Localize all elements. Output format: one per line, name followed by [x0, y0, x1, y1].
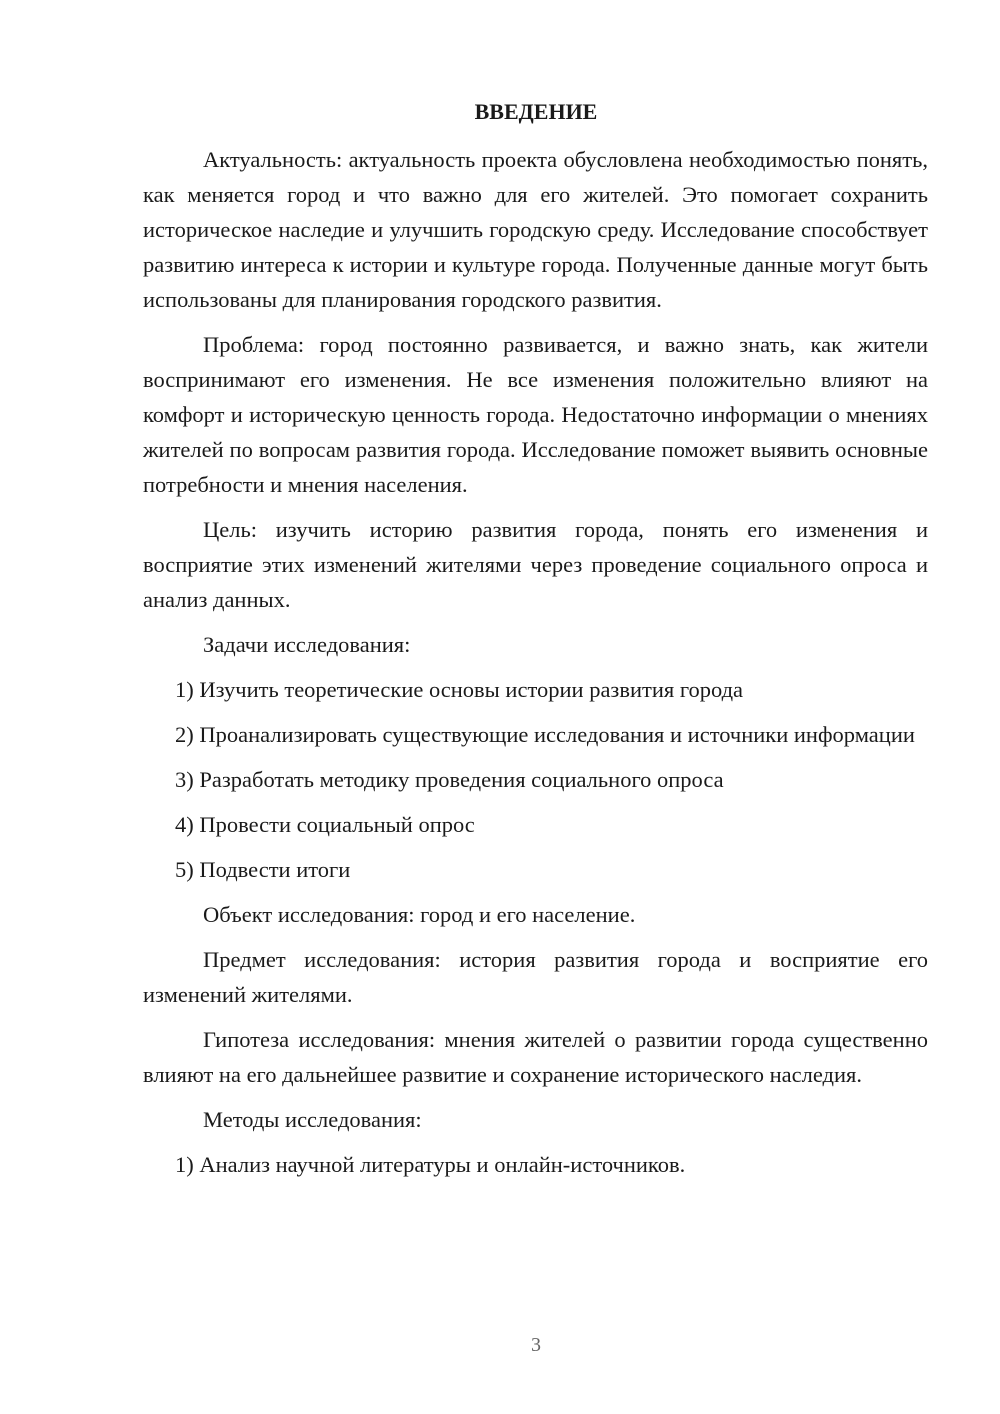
- goal-paragraph: Цель: изучить историю развития города, понять его изменения и восприятие этих изменений жителями через проведение социального опроса и анализ данных.: [143, 517, 928, 612]
- task-item-1: 1) Изучить теоретические основы истории развития города: [175, 677, 744, 702]
- task-item-5: 5) Подвести итоги: [175, 857, 351, 882]
- object-paragraph: Объект исследования: город и его население.: [203, 902, 636, 927]
- problem-paragraph: Проблема: город постоянно развивается, и важно знать, как жители воспринимают его изменения. Не все изменения положительно влияют на комфорт и историческую ценность города. Недостаточно информации о мнениях жителей по вопросам развития города. Исследование поможет выявить основные потребности и мнения населения.: [143, 332, 928, 497]
- page-title: ВВЕДЕНИЕ: [474, 99, 598, 124]
- task-item-4: 4) Провести социальный опрос: [175, 812, 475, 837]
- task-item-2: 2) Проанализировать существующие исследования и источники информации: [175, 722, 915, 747]
- method-item-1: 1) Анализ научной литературы и онлайн-источников.: [175, 1152, 686, 1177]
- body-text: [143, 142, 928, 1192]
- task-item-3: 3) Разработать методику проведения социального опроса: [175, 767, 724, 792]
- tasks-heading: Задачи исследования:: [203, 632, 411, 657]
- relevance-paragraph: Актуальность: актуальность проекта обусловлена необходимостью понять, как меняется город и что важно для его жителей. Это помогает сохранить историческое наследие и улучшить городскую среду. Исследование способствует развитию интереса к истории и культуре города. Полученные данные могут быть использованы для планирования городского развития.: [143, 147, 928, 312]
- methods-heading: Методы исследования:: [203, 1107, 422, 1132]
- subject-paragraph: Предмет исследования: история развития города и восприятие его изменений жителями.: [143, 947, 928, 1007]
- hypothesis-paragraph: Гипотеза исследования: мнения жителей о развитии города существенно влияют на его дальнейшее развитие и сохранение исторического наследия.: [143, 1027, 928, 1087]
- page-number: 3: [531, 1334, 541, 1356]
